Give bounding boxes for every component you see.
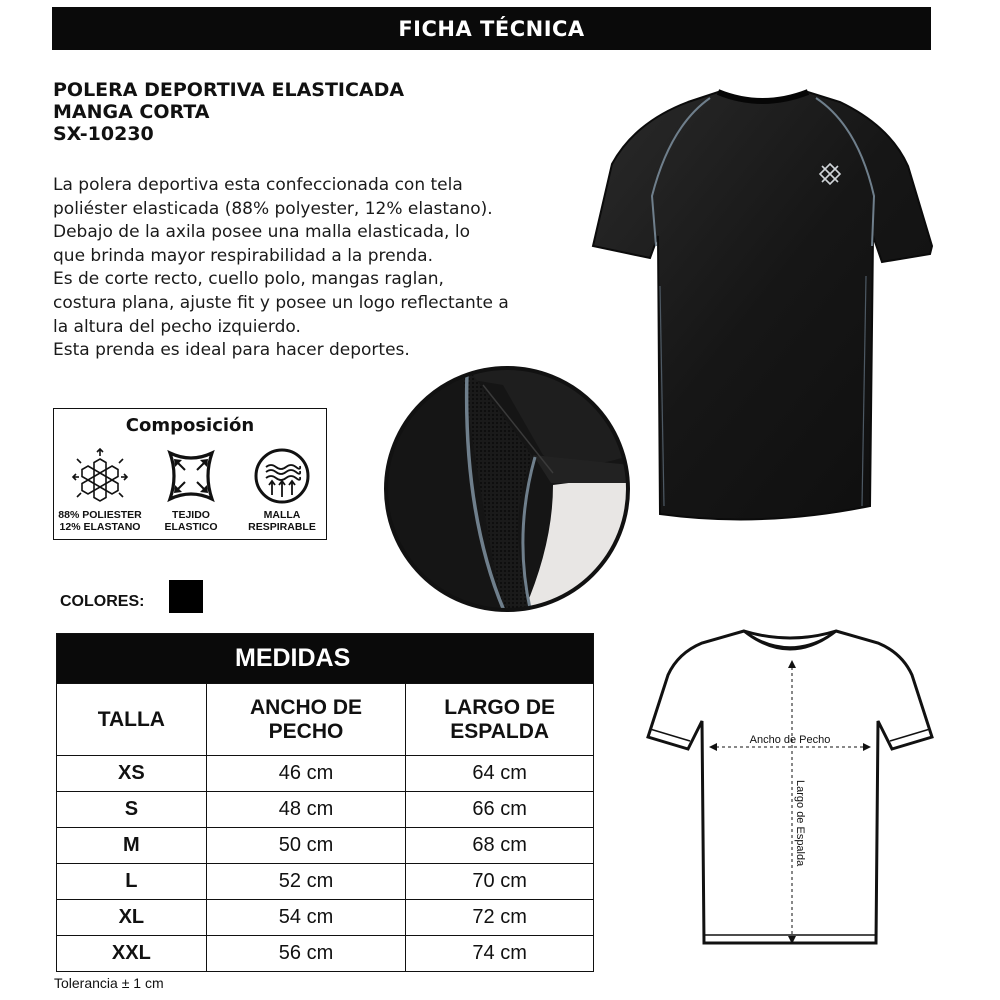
description-line: la altura del pecho izquierdo. <box>53 316 301 337</box>
composition-label-line: TEJIDO <box>172 509 210 521</box>
description-line: Esta prenda es ideal para hacer deportes. <box>53 340 410 361</box>
sizes-table <box>56 633 594 972</box>
composition-label <box>236 509 328 533</box>
stretch-fabric-icon <box>160 447 222 505</box>
length-cell: 74 cm <box>406 936 594 972</box>
table-row <box>57 864 594 900</box>
chest-label: Ancho de Pecho <box>749 734 831 746</box>
table-row <box>57 756 594 792</box>
composition-item-mesh <box>236 447 328 533</box>
length-cell: 68 cm <box>406 828 594 864</box>
color-swatch-black <box>169 580 203 613</box>
breathable-mesh-icon <box>251 447 313 505</box>
length-cell: 70 cm <box>406 864 594 900</box>
length-cell: 72 cm <box>406 900 594 936</box>
table-row <box>57 936 594 972</box>
column-header-size <box>57 684 207 756</box>
description-line: que brinda mayor respirabilidad a la prenda. <box>53 245 433 266</box>
measurement-diagram <box>640 625 940 955</box>
product-code: SX-10230 <box>53 123 154 145</box>
size-cell: XS <box>57 756 207 792</box>
hexagon-fabric-icon <box>69 447 131 505</box>
composition-label-line: RESPIRABLE <box>248 521 316 533</box>
table-row <box>57 900 594 936</box>
colors-label: COLORES: <box>60 593 145 610</box>
size-cell: XL <box>57 900 207 936</box>
composition-box <box>53 408 327 540</box>
page-title: FICHA TÉCNICA <box>398 16 585 41</box>
size-cell: L <box>57 864 207 900</box>
chest-cell: 56 cm <box>206 936 406 972</box>
column-header-chest <box>206 684 406 756</box>
table-row <box>57 792 594 828</box>
composition-label <box>54 509 146 533</box>
column-header-text: PECHO <box>268 719 344 743</box>
column-header-text: ESPALDA <box>450 719 550 743</box>
composition-title: Composición <box>125 415 255 436</box>
product-title-line-1: POLERA DEPORTIVA ELASTICADA <box>53 79 405 101</box>
composition-label-line: MALLA <box>263 509 301 521</box>
chest-cell: 52 cm <box>206 864 406 900</box>
chest-cell: 48 cm <box>206 792 406 828</box>
chest-cell: 46 cm <box>206 756 406 792</box>
size-cell: S <box>57 792 207 828</box>
composition-label <box>145 509 237 533</box>
length-label: Largo de Espalda <box>794 780 806 867</box>
sizes-table-title: MEDIDAS <box>57 634 594 684</box>
composition-label-line: ELASTICO <box>164 521 218 533</box>
tolerance-note: Tolerancia ± 1 cm <box>54 975 164 991</box>
description-line: costura plana, ajuste fit y posee un logo reflectante a <box>53 292 509 313</box>
composition-label-line: 12% ELASTANO <box>59 521 141 533</box>
product-title-line-2: MANGA CORTA <box>53 101 210 123</box>
header-bar <box>52 7 931 50</box>
column-header-text: TALLA <box>97 707 165 731</box>
product-title <box>53 79 573 145</box>
composition-item-polyester <box>54 447 146 533</box>
description-line: poliéster elasticada (88% polyester, 12% elastano). <box>53 198 493 219</box>
length-cell: 66 cm <box>406 792 594 828</box>
description-line: Debajo de la axila posee una malla elasticada, lo <box>53 222 470 243</box>
description-line: Es de corte recto, cuello polo, mangas raglan, <box>53 269 444 290</box>
product-description <box>53 174 577 363</box>
column-header-text: LARGO DE <box>444 695 556 719</box>
shirt-photo <box>590 86 935 526</box>
underarm-mesh-detail-photo <box>383 365 631 613</box>
column-header-length <box>406 684 594 756</box>
chest-cell: 54 cm <box>206 900 406 936</box>
composition-label-line: 88% POLIESTER <box>58 509 142 521</box>
composition-item-elastic <box>145 447 237 533</box>
table-row <box>57 828 594 864</box>
chest-cell: 50 cm <box>206 828 406 864</box>
length-cell: 64 cm <box>406 756 594 792</box>
size-cell: M <box>57 828 207 864</box>
size-cell: XXL <box>57 936 207 972</box>
column-header-text: ANCHO DE <box>250 695 363 719</box>
description-line: La polera deportiva esta confeccionada con tela <box>53 175 463 195</box>
shirt-outline <box>648 631 932 943</box>
